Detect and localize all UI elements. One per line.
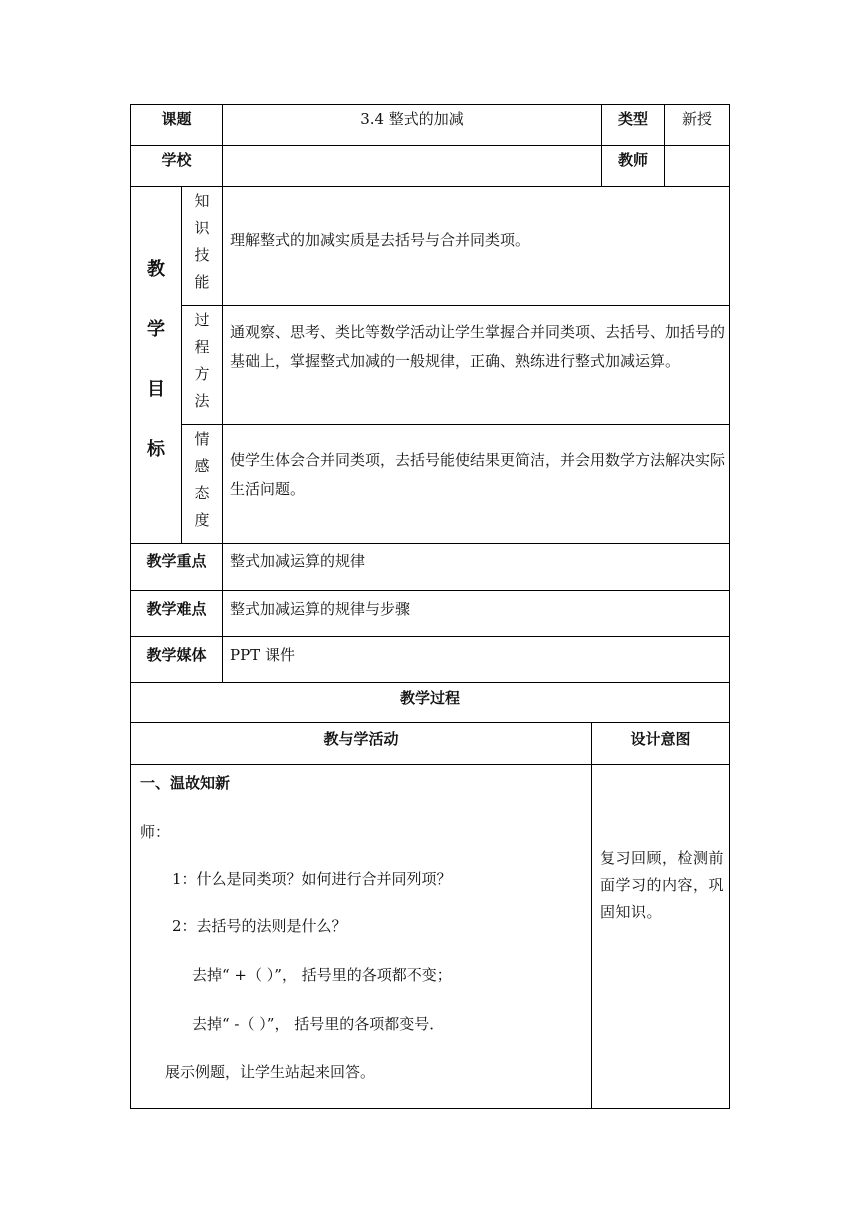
activity-header: 教与学活动 (323, 730, 399, 748)
emotion-label (182, 426, 222, 534)
col-divider (222, 543, 223, 682)
objectives-label-char: 学 (147, 319, 165, 340)
process-text: 通观察、思考、类比等数学活动让学生掌握合并同类项、去括号、加括号的基础上，掌握整式加减的一般规律，正确、熟练进行整式加减运算。 (230, 323, 726, 370)
difficulty-value: 整式加减运算的规律与步骤 (230, 600, 411, 618)
process-label (182, 307, 222, 415)
table-border (130, 1108, 730, 1109)
row-divider (130, 682, 730, 683)
row-divider (130, 764, 730, 765)
row-divider (130, 543, 730, 544)
emotion-label-char: 感 (194, 457, 210, 475)
process-title: 教学过程 (399, 689, 460, 707)
row-divider (130, 722, 730, 723)
emotion-label-char: 态 (194, 484, 210, 502)
row-divider (130, 636, 730, 637)
teacher-label: 教师 (617, 151, 648, 169)
row-divider (130, 145, 730, 146)
media-value: PPT 课件 (230, 646, 295, 664)
col-divider (591, 722, 592, 1108)
key-point-value: 整式加减运算的规律 (230, 552, 366, 570)
emotion-label-char: 度 (194, 511, 210, 529)
rule-plus: 去掉“ +（ ）”， 括号里的各项都不变； (192, 966, 452, 984)
type-label: 类型 (617, 110, 648, 128)
table-border (729, 104, 730, 1109)
school-label: 学校 (161, 151, 192, 169)
teacher-prompt: 师： (140, 823, 171, 841)
objectives-label-char: 教 (147, 259, 165, 280)
difficulty-label: 教学难点 (146, 600, 207, 618)
process-label-char: 方 (194, 365, 210, 383)
emotion-label-char: 情 (194, 430, 210, 448)
question-2: 2：去括号的法则是什么？ (172, 917, 347, 935)
knowledge-label-char: 知 (194, 192, 210, 210)
media-label: 教学媒体 (146, 646, 207, 664)
course-value: 3.4 整式的加减 (360, 110, 464, 128)
question-1: 1：什么是同类项？如何进行合并同列项？ (172, 870, 452, 888)
knowledge-label (182, 188, 222, 296)
row-divider (181, 305, 730, 306)
type-value: 新授 (681, 110, 712, 128)
show-example: 展示例题，让学生站起来回答。 (165, 1063, 376, 1081)
objectives-label-char: 目 (147, 379, 165, 400)
design-intent: 复习回顾，检测前面学习的内容，巩固知识。 (600, 849, 725, 921)
key-point-label: 教学重点 (146, 552, 207, 570)
row-divider (181, 424, 730, 425)
table-border (130, 104, 730, 105)
objectives-label (131, 240, 181, 480)
knowledge-label-char: 能 (194, 273, 210, 291)
process-label-char: 过 (194, 311, 210, 329)
process-label-char: 程 (194, 338, 210, 356)
process-label-char: 法 (194, 392, 210, 410)
emotion-text: 使学生体会合并同类项，去括号能使结果更简洁，并会用数学方法解决实际生活问题。 (230, 451, 726, 498)
activity-heading: 一、温故知新 (140, 774, 231, 792)
knowledge-text: 理解整式的加减实质是去括号与合并同类项。 (230, 231, 531, 249)
objectives-label-char: 标 (147, 439, 165, 460)
row-divider (130, 590, 730, 591)
knowledge-label-char: 识 (194, 219, 210, 237)
intent-header: 设计意图 (630, 730, 691, 748)
course-label: 课题 (161, 110, 192, 128)
rule-minus: 去掉“ -（ ）”， 括号里的各项都变号． (192, 1015, 445, 1033)
row-divider (130, 186, 730, 187)
col-divider (222, 186, 223, 543)
knowledge-label-char: 技 (194, 246, 210, 264)
